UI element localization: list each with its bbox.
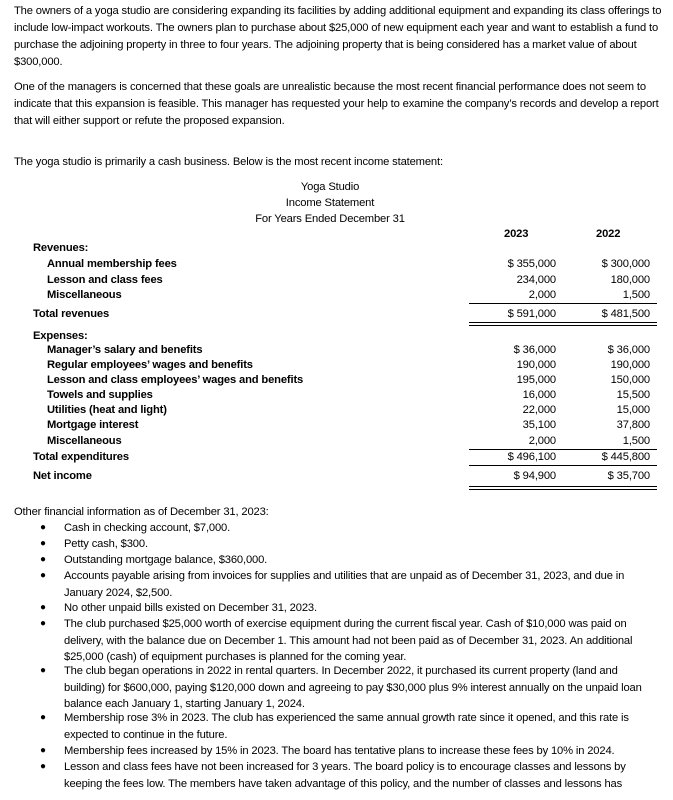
value-2023: 234,000 xyxy=(516,274,556,286)
list-item-text: Membership fees increased by 15% in 2023. The board has tentative plans to increase these fees by 10% in 2024. xyxy=(64,745,615,757)
other-info-heading: Other financial information as of December 31, 2023: xyxy=(14,506,269,518)
list-item-text: Lesson and class fees have not been increased for 3 years. The board policy is to encourage classes and lessons by keeping the fees low. The members have taken advantage of this policy, and the number of classes and lessons has xyxy=(64,761,626,790)
list-item-text: Outstanding mortgage balance, $360,000. xyxy=(64,554,268,566)
total-expenditures-row xyxy=(0,449,673,465)
value-2022: 15,000 xyxy=(616,404,650,416)
value-2022: $ 445,800 xyxy=(601,451,650,463)
table-row xyxy=(0,402,673,418)
list-item-text: The club purchased $25,000 worth of exercise equipment during the current fiscal year. Cash of $10,000 was paid on delivery, with the balance due on December 1. This amount had not been paid as of December 31, 2023. An additional $25,000 (cash) of equipment purchases is planned for the coming year. xyxy=(64,618,633,663)
value-2023: 2,000 xyxy=(528,289,556,301)
table-row xyxy=(0,272,673,288)
list-item xyxy=(40,663,654,713)
bullet-icon: ● xyxy=(40,570,46,581)
value-2022: 150,000 xyxy=(610,374,650,386)
revenues-header: Revenues: xyxy=(33,242,89,254)
value-2022: $ 300,000 xyxy=(601,258,650,270)
value-2023: 195,000 xyxy=(516,374,556,386)
value-2023: $ 355,000 xyxy=(507,258,556,270)
value-2022: 37,800 xyxy=(616,419,650,431)
table-row xyxy=(0,417,673,433)
table-row xyxy=(0,287,673,303)
value-2022: $ 36,000 xyxy=(607,344,650,356)
list-item xyxy=(40,552,654,569)
list-item xyxy=(40,568,654,601)
statement-title-name: Income Statement xyxy=(285,197,375,209)
value-2023: 190,000 xyxy=(516,359,556,371)
table-row xyxy=(0,256,673,272)
bullet-icon: ● xyxy=(40,745,46,756)
list-item xyxy=(40,616,654,666)
value-2023: 22,000 xyxy=(522,404,556,416)
value-2023: $ 36,000 xyxy=(513,344,556,356)
list-item xyxy=(40,710,654,743)
value-2022: 190,000 xyxy=(610,359,650,371)
list-item xyxy=(40,759,654,792)
value-2023: $ 94,900 xyxy=(513,470,556,482)
row-label: Utilities (heat and light) xyxy=(47,404,167,416)
table-row xyxy=(0,433,673,449)
row-label: Total revenues xyxy=(33,308,110,320)
bullet-icon: ● xyxy=(40,712,46,723)
row-label: Mortgage interest xyxy=(47,419,139,431)
value-2023: $ 591,000 xyxy=(507,308,556,320)
list-item-text: Petty cash, $300. xyxy=(64,538,148,550)
row-label: Net income xyxy=(33,470,92,482)
value-2023: $ 496,100 xyxy=(507,451,556,463)
bullet-icon: ● xyxy=(40,665,46,676)
row-label: Regular employees’ wages and benefits xyxy=(47,359,253,371)
row-label: Towels and supplies xyxy=(47,389,153,401)
bullet-icon: ● xyxy=(40,554,46,565)
subtotal-rule xyxy=(469,465,657,466)
list-item-text: No other unpaid bills existed on December 31, 2023. xyxy=(64,602,317,614)
list-item xyxy=(40,536,654,553)
table-row xyxy=(0,372,673,388)
column-header-2023: 2023 xyxy=(504,228,529,240)
list-item-text: Membership rose 3% in 2023. The club has experienced the same annual growth rate since it opened, and this rate is expected to continue in the future. xyxy=(64,712,629,741)
row-label: Miscellaneous xyxy=(47,289,122,301)
net-income-row xyxy=(0,468,673,484)
bullet-icon: ● xyxy=(40,618,46,629)
bullet-icon: ● xyxy=(40,522,46,533)
value-2023: 35,100 xyxy=(522,419,556,431)
bullet-icon: ● xyxy=(40,538,46,549)
table-row xyxy=(0,342,673,358)
intro-paragraph-2: One of the managers is concerned that these goals are unrealistic because the most recent financial performance does not seem to indicate that this expansion is feasible. This manager has requested your help to examine the company’s records and develop a report that will either support or refute the proposed expansion. xyxy=(14,81,659,127)
list-item xyxy=(40,520,654,537)
bullet-icon: ● xyxy=(40,602,46,613)
row-label: Total expenditures xyxy=(33,451,129,463)
list-item-text: Accounts payable arising from invoices for supplies and utilities that are unpaid as of December 31, 2023, and due in January 2024, $2,500. xyxy=(64,570,625,599)
list-item-text: Cash in checking account, $7,000. xyxy=(64,522,231,534)
value-2022: 180,000 xyxy=(610,274,650,286)
row-label: Lesson and class fees xyxy=(47,274,163,286)
row-label: Annual membership fees xyxy=(47,258,177,270)
list-item xyxy=(40,743,654,760)
intro-paragraph-3: The yoga studio is primarily a cash business. Below is the most recent income statement: xyxy=(14,156,443,168)
intro-paragraph-1: The owners of a yoga studio are considering expanding its facilities by adding additional equipment and expanding its class offerings to include low-impact workouts. The owners plan to purchase about $25,000 of new equipment each year and want to establish a fund to purchase the adjoining property in three to four years. The adjoining property that is being considered has a market value of about $300,000. xyxy=(14,5,662,68)
row-label: Miscellaneous xyxy=(47,435,122,447)
value-2022: 15,500 xyxy=(616,389,650,401)
table-row xyxy=(0,387,673,403)
bullet-icon: ● xyxy=(40,761,46,772)
row-label: Lesson and class employees’ wages and benefits xyxy=(47,374,304,386)
total-double-rule xyxy=(469,322,657,326)
value-2023: 16,000 xyxy=(522,389,556,401)
row-label: Manager’s salary and benefits xyxy=(47,344,203,356)
statement-title-period: For Years Ended December 31 xyxy=(255,213,405,225)
table-row xyxy=(0,357,673,373)
subtotal-rule xyxy=(469,303,657,304)
value-2022: $ 481,500 xyxy=(601,308,650,320)
net-income-double-rule xyxy=(469,486,657,490)
value-2022: 1,500 xyxy=(622,289,650,301)
value-2022: $ 35,700 xyxy=(607,470,650,482)
statement-title-company: Yoga Studio xyxy=(300,181,360,193)
list-item-text: The club began operations in 2022 in rental quarters. In December 2022, it purchased its current property (land and building) for $600,000, paying $120,000 down and agreeing to pay $30,000 plus 9% interest annually on the unpaid loan balance each January 1, starting January 1, 2024. xyxy=(64,665,642,710)
total-revenues-row xyxy=(0,306,673,322)
list-item xyxy=(40,600,654,617)
value-2023: 2,000 xyxy=(528,435,556,447)
column-header-2022: 2022 xyxy=(596,228,621,240)
value-2022: 1,500 xyxy=(622,435,650,447)
expenses-header: Expenses: xyxy=(33,330,88,342)
revenues-header-row xyxy=(0,240,673,256)
